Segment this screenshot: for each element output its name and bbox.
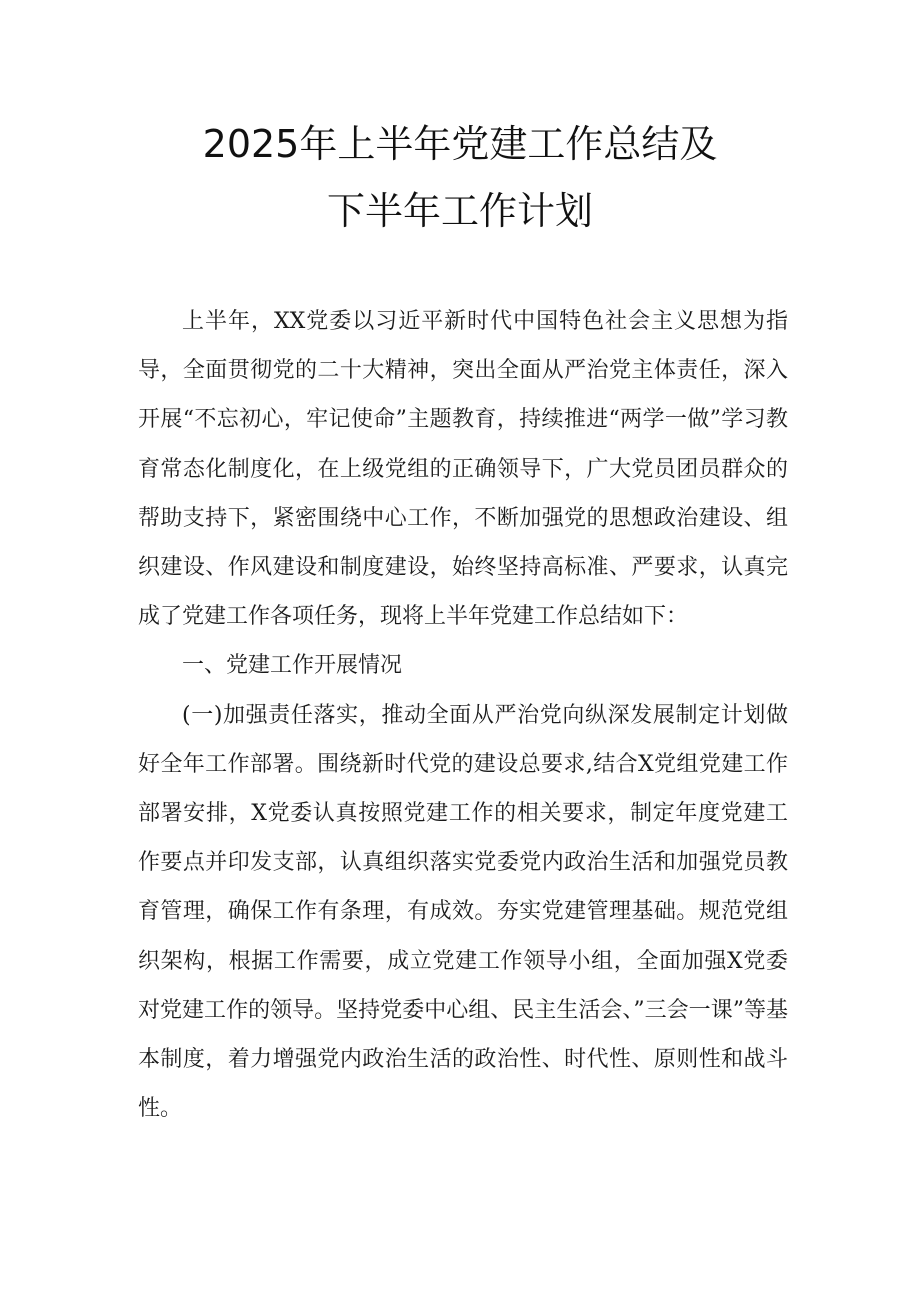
document-title-line-1: 2025年上半年党建工作总结及	[202, 122, 718, 166]
document-title-line-2: 下半年工作计划	[326, 189, 593, 233]
section-heading: 一、党建工作开展情况	[182, 653, 403, 679]
section-1-paragraph: (一)加强责任落实，推动全面从严治党向纵深发展制定计划做好全年工作部署。围绕新时代党的建设总要求,结合X党组党建工作部署安排，X党委认真按照党建工作的相关要求，制定年度党建工作要点并印发支部，认真组织落实党委党内政治生活和加强党员教育管理，确保工作有条理，有成效。夯实党建管理基础。规范党组织架构，根据工作需要，成立党建工作领导小组，全面加强X党委对党建工作的领导。坚持党委中心组、民主生活会、”三会一课”等基本制度，着力增强党内政治生活的政治性、时代性、原则性和战斗性。	[138, 702, 788, 1122]
document-body	[138, 297, 788, 1133]
intro-paragraph: 上半年，XX党委以习近平新时代中国特色社会主义思想为指导，全面贯彻党的二十大精神，突出全面从严治党主体责任，深入开展“不忘初心，牢记使命”主题教育，持续推进“两学一做”学习教育常态化制度化，在上级党组的正确领导下，广大党员团员群众的帮助支持下，紧密围绕中心工作，不断加强党的思想政治建设、组织建设、作风建设和制度建设，始终坚持高标准、严要求，认真完成了党建工作各项任务，现将上半年党建工作总结如下：	[138, 309, 788, 630]
